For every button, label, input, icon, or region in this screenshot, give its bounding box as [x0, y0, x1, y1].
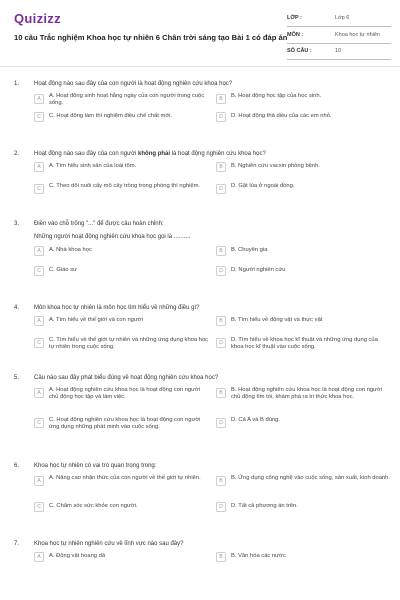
question-header [0, 302, 400, 316]
option-letter-box: A [34, 316, 44, 326]
option-letter-box: A [34, 94, 44, 104]
question-header [0, 538, 400, 552]
option-text: C. Chăm sóc sức khỏe con người. [49, 503, 138, 509]
question-text: Môn khoa học tự nhiên là môn học tìm hiểu về những điều gì? [34, 305, 200, 311]
option-letter-box: C [34, 418, 44, 428]
option-text: C. Hoạt động làm thí nghiệm điều chế chất mới. [49, 113, 173, 119]
option-row [0, 552, 400, 572]
option-text: B. Hoạt động nghiên cứu khoa học là hoạt động con người chủ động tìm tòi, khám phá ra tri thức khoa học. [231, 387, 383, 400]
question-text: Khoa học tự nhiên có vai trò quan trọng trong: [34, 463, 157, 469]
question-header [0, 218, 400, 232]
option-letter-box: A [34, 246, 44, 256]
option-text: B. Ứng dụng công nghệ vào cuộc sống, sản xuất, kinh doanh. [231, 475, 391, 481]
option-text: C. Tìm hiểu về thế giới tự nhiên và những ứng dụng khoa học tự nhiên trong cuộc sống. [49, 337, 209, 350]
option-letter-box: B [216, 388, 226, 398]
option-letter-box: D [216, 338, 226, 348]
question-number: 1. [14, 81, 20, 87]
question-2 [0, 148, 400, 204]
meta-value: 10 [335, 48, 342, 54]
option-letter-box: B [216, 94, 226, 104]
option-row [0, 112, 400, 134]
option-text: D. Cả A và B đúng. [231, 417, 280, 423]
question-header [0, 148, 400, 162]
option-letter-box: C [34, 266, 44, 276]
option-row [0, 246, 400, 266]
question-3 [0, 218, 400, 288]
question-text-part: Hoạt động nào sau đây của con người [34, 151, 139, 157]
option-letter-box: D [216, 184, 226, 194]
option-row [0, 266, 400, 288]
question-text [34, 151, 266, 157]
option-text: B. Chuyên gia [231, 247, 268, 253]
question-header [0, 372, 400, 386]
option-text: D. Gặt lúa ở ngoài đồng. [231, 183, 295, 189]
option-text: D. Tìm hiểu về khoa học kĩ thuật và những ứng dụng của khoa học kĩ thuật vào cuộc sống. [231, 337, 378, 350]
question-number: 5. [14, 375, 20, 381]
question-number: 3. [14, 221, 20, 227]
option-letter-box: B [216, 162, 226, 172]
meta-label: LỚP : [287, 15, 302, 21]
option-letter-box: A [34, 552, 44, 562]
meta-row-class [287, 12, 391, 27]
option-letter-box: D [216, 112, 226, 122]
option-letter-box: B [216, 246, 226, 256]
option-text: C. Hoạt động nghiên cứu khoa học là hoạt động con người ứng dụng những phát minh vào cuộc sống. [49, 417, 201, 430]
question-number: 7. [14, 541, 20, 547]
option-letter-box: D [216, 266, 226, 276]
option-text: A. Hoạt động nghiên cứu khoa học là hoạt động con người chủ động học tập và làm việc. [49, 387, 201, 400]
option-letter-box: C [34, 112, 44, 122]
option-text: D. Người nghiên cứu [231, 267, 286, 273]
option-letter-box: D [216, 502, 226, 512]
option-letter-box: A [34, 476, 44, 486]
option-letter-box: B [216, 476, 226, 486]
question-number: 2. [14, 151, 20, 157]
question-text-part: là hoạt động nghiên cứu khoa học? [170, 151, 266, 157]
meta-label: MÔN : [287, 31, 304, 38]
question-text: Câu nào sau đây phát biểu đúng về hoạt động nghiên cứu khoa học? [34, 375, 219, 381]
option-letter-box: C [34, 338, 44, 348]
option-letter-box: A [34, 162, 44, 172]
option-text: A. Nhà khoa học [49, 247, 92, 253]
option-letter-box: C [34, 184, 44, 194]
option-row [0, 182, 400, 204]
question-number: 4. [14, 305, 20, 311]
option-row [0, 336, 400, 358]
question-7 [0, 538, 400, 572]
meta-label: SỐ CÂU : [287, 48, 312, 54]
meta-row-subject [287, 29, 391, 44]
question-header [0, 78, 400, 92]
option-letter-box: B [216, 316, 226, 326]
option-text: A. Tìm hiểu sinh sản của loài tôm. [49, 163, 137, 169]
meta-panel [287, 12, 391, 62]
page-title: 10 câu Trắc nghiệm Khoa học tự nhiên 6 Chân trời sáng tạo Bài 1 có đáp án [14, 33, 288, 42]
question-list [0, 78, 400, 572]
question-number: 6. [14, 463, 20, 469]
question-6 [0, 460, 400, 524]
quizizz-logo: Quizizz [14, 11, 61, 26]
question-text: Điền vào chỗ trống "..." để được câu hoàn chỉnh: [34, 221, 164, 227]
option-row [0, 386, 400, 416]
option-text: D. Hoạt động thả diều của các em nhỏ. [231, 113, 332, 119]
option-text: A. Nâng cao nhận thức của con người về thế giới tự nhiên. [49, 475, 201, 481]
option-text: B. Văn hóa các nước [231, 553, 286, 559]
question-extra-line [0, 232, 400, 246]
question-text: Khoa học tự nhiên nghiên cứu về lĩnh vực nào sau đây? [34, 541, 184, 547]
question-5 [0, 372, 400, 446]
question-1 [0, 78, 400, 134]
option-row [0, 416, 400, 446]
meta-value: Lớp 6 [335, 15, 350, 21]
question-text-emphasis: không phải [138, 151, 171, 157]
document-header [0, 0, 400, 64]
question-text: Hoạt động nào sau đây của con người là hoạt động nghiên cứu khoa học? [34, 81, 233, 87]
option-letter-box: A [34, 388, 44, 398]
option-row [0, 162, 400, 182]
header-divider [0, 66, 400, 67]
option-row [0, 474, 400, 502]
option-row [0, 92, 400, 112]
option-letter-box: D [216, 418, 226, 428]
option-text: D. Tất cả phương án trên. [231, 503, 298, 509]
question-4 [0, 302, 400, 358]
meta-row-count [287, 45, 391, 60]
option-text: A. Tìm hiểu về thế giới và con người [49, 317, 143, 323]
option-text: C. Giáo sư [49, 267, 78, 273]
option-text: B. Tìm hiểu về động vật và thực vật [231, 317, 323, 323]
meta-value: Khoa học tự nhiên [335, 31, 380, 38]
option-text: A. Hoạt động sinh hoạt hằng ngày của con người trong cuộc sống. [49, 93, 205, 106]
option-letter-box: B [216, 552, 226, 562]
option-text: C. Theo dõi nuôi cấy mô cây trồng trong phòng thí nghiệm. [49, 183, 201, 189]
option-row [0, 316, 400, 336]
option-letter-box: C [34, 502, 44, 512]
option-text: A. Đông vật hoang dã [49, 553, 106, 559]
option-row [0, 502, 400, 524]
question-header [0, 460, 400, 474]
question-extra-text: Những người hoạt động nghiên cứu khoa học gọi là .......... [34, 234, 191, 240]
option-text: B. Nghiên cứu vacxin phòng bệnh. [231, 163, 320, 169]
option-text: B. Hoạt động học tập của học sinh. [231, 93, 322, 99]
